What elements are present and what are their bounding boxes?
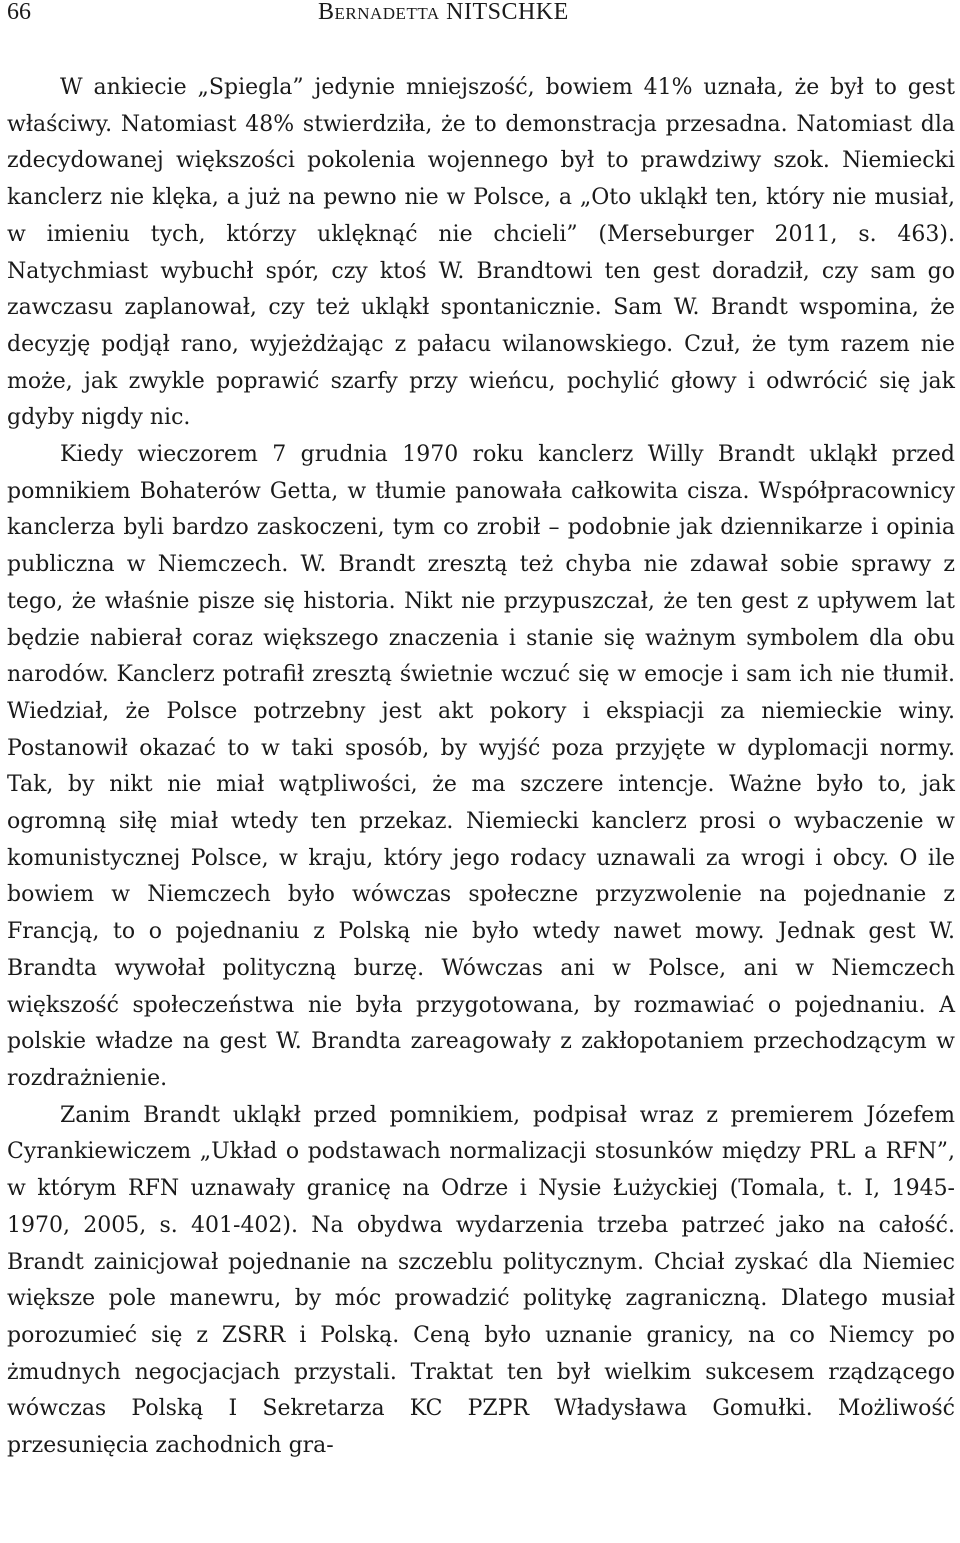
running-head <box>7 0 955 24</box>
page-number: 66 <box>7 0 31 25</box>
body-text <box>7 70 955 1465</box>
paragraph-2: Kiedy wieczorem 7 grudnia 1970 roku kanclerz Willy Brandt ukląkł przed pomnikiem Bohaterów Getta, w tłumie panowała całkowita cisza. Współpracownicy kanclerza byli bardzo zaskoczeni, tym co zrobił – podobnie jak dziennikarze i opinia publiczna w Niemczech. W. Brandt zresztą też chyba nie zdawał sobie sprawy z tego, że właśnie pisze się historia. Nikt nie przypuszczał, że ten gest z upływem lat będzie nabierał coraz większego znaczenia i stanie się ważnym symbolem dla obu narodów. Kanclerz potrafił zresztą świetnie wczuć się w emocje i sam ich nie tłumił. Wiedział, że Polsce potrzebny jest akt pokory i ekspiacji za niemieckie winy. Postanowił okazać to w taki sposób, by wyjść poza przyjęte w dyplomacji normy. Tak, by nikt nie miał wątpliwości, że ma szczere intencje. Ważne było to, jak ogromną siłę miał wtedy ten przekaz. Niemiecki kanclerz prosi o wybaczenie w komunistycznej Polsce, w kraju, który jego rodacy uznawali za wrogi i obcy. O ile bowiem w Niemczech było wówczas społeczne przyzwolenie na pojednanie z Francją, to o pojednaniu z Polską nie było wtedy nawet mowy. Jednak gest W. Brandta wywołał polityczną burzę. Wówczas ani w Polsce, ani w Niemczech większość społeczeństwa nie była przygotowana, by rozmawiać o pojednaniu. A polskie władze na gest W. Brandta zareagowały z zakłopotaniem przechodzącym w rozdrażnienie. <box>7 442 955 1091</box>
paragraph-3: Zanim Brandt ukląkł przed pomnikiem, podpisał wraz z premierem Józefem Cyrankiewiczem „Układ o podstawach normalizacji stosunków między PRL a RFN”, w którym RFN uznawały granicę na Odrze i Nysie Łużyckiej (Tomala, t. I, 1945-1970, 2005, s. 401-402). Na obydwa wydarzenia trzeba patrzeć jako na całość. Brandt zainicjował pojednanie na szczeblu politycznym. Chciał zyskać dla Niemiec większe pole manewru, by móc prowadzić politykę zagraniczną. Dlatego musiał porozumieć się z ZSRR i Polską. Ceną było uznanie granicy, na co Niemcy po żmudnych negocjacjach przystali. Traktat ten był wielkim sukcesem rządzącego wówczas Polską I Sekretarza KC PZPR Władysława Gomułki. Możliwość przesunięcia zachodnich gra- <box>7 1102 955 1459</box>
paragraph-1: W ankiecie „Spiegla” jedynie mniejszość, bowiem 41% uznała, że był to gest właściwy. Natomiast 48% stwierdziła, że to demonstracja przesadna. Natomiast dla zdecydowanej większości pokolenia wojennego był to prawdziwy szok. Niemiecki kanclerz nie klęka, a już na pewno nie w Polsce, a „Oto ukląkł ten, który nie musiał, w imieniu tych, którzy uklęknąć nie chcieli” (Merseburger 2011, s. 463). Natychmiast wybuchł spór, czy ktoś W. Brandtowi ten gest doradził, czy sam go zawczasu zaplanował, czy też ukląkł spontanicznie. Sam W. Brandt wspomina, że decyzję podjął rano, wyjeżdżając z pałacu wilanowskiego. Czuł, że tym razem nie może, jak zwykle poprawić szarfy przy wieńcu, pochylić głowy i odwrócić się jak gdyby nigdy nic. <box>7 75 955 431</box>
book-page <box>7 0 955 1459</box>
running-title: Bernadetta NITSCHKE <box>318 0 569 25</box>
